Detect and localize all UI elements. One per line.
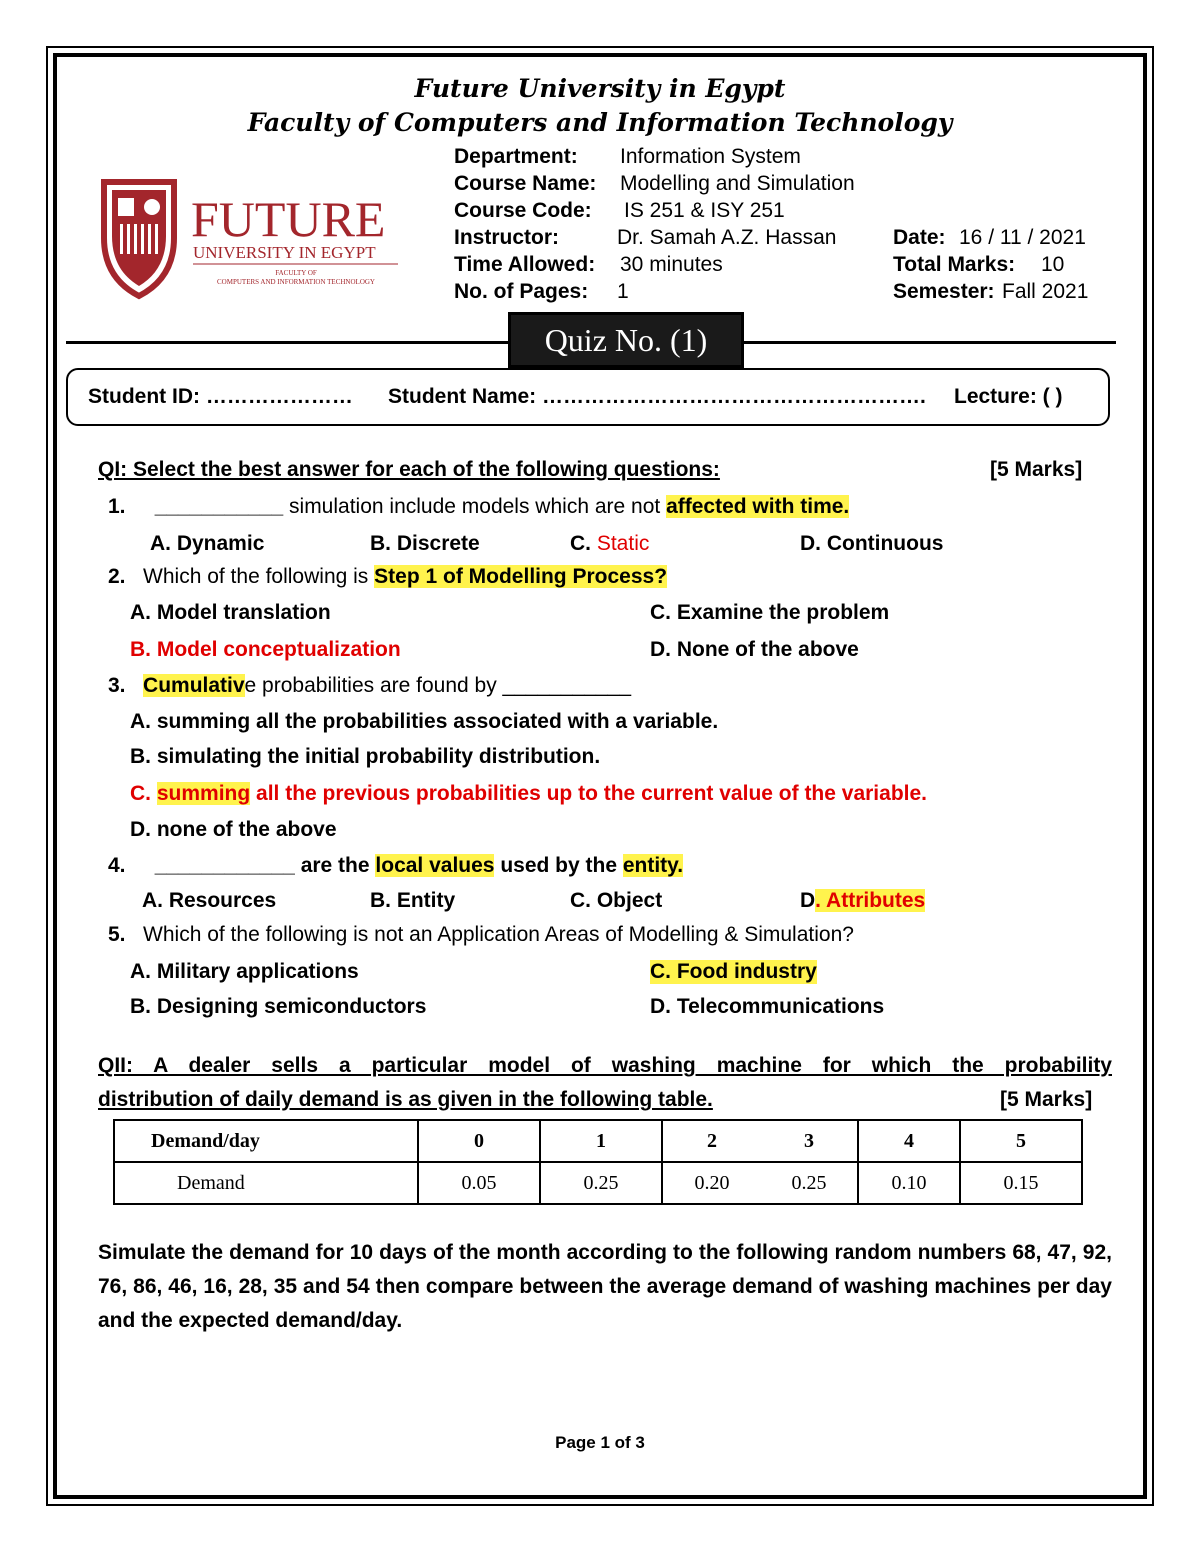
instructor-label: Instructor:	[454, 226, 559, 249]
table-cell: 0.20	[662, 1162, 761, 1204]
q4-option-a[interactable]: A. Resources	[142, 889, 277, 912]
q5-option-c[interactable]: C. Food industry	[650, 960, 817, 983]
lecture-field[interactable]: Lecture: ( )	[954, 385, 1063, 408]
q5-option-a[interactable]: A. Military applications	[130, 960, 359, 983]
table-header-cell: Demand/day	[114, 1120, 418, 1162]
q2-option-b[interactable]: B. Model conceptualization	[130, 638, 401, 661]
q2-instructions: Simulate the demand for 10 days of the month according to the following random numbers 68, 47, 92, 76, 86, 46, 16, 28, 35 and 54 then compare between the average demand of washing machines per day and the expected demand/day.	[98, 1241, 1112, 1332]
q2-heading-line1: QII: A dealer sells a particular model of washing machine for which the probability	[98, 1054, 1112, 1077]
page-number: Page 1 of 3	[555, 1433, 645, 1452]
table-cell: 0.05	[418, 1162, 540, 1204]
q1-option-c[interactable]: C. Static	[570, 532, 650, 555]
q3-option-a[interactable]: A. summing all the probabilities associated with a variable.	[130, 710, 719, 733]
semester-value: Fall 2021	[1002, 280, 1089, 303]
faculty-name: Faculty of Computers and Information Technology	[247, 108, 953, 137]
course-name-label: Course Name:	[454, 172, 597, 195]
q2-marks: [5 Marks]	[1000, 1088, 1093, 1111]
logo-sub-text: UNIVERSITY IN EGYPT	[193, 243, 376, 262]
table-header-cell: 2	[662, 1120, 761, 1162]
department-row: Department:	[454, 145, 578, 168]
table-header-cell: 3	[761, 1120, 858, 1162]
table-row	[114, 1120, 1082, 1162]
table-row	[114, 1162, 1082, 1204]
student-info-box	[66, 368, 1110, 426]
q3-option-d[interactable]: D. none of the above	[130, 818, 337, 841]
course-code-value: IS 251 & ISY 251	[624, 199, 785, 222]
q1-heading: QI: Select the best answer for each of the following questions:	[98, 458, 720, 481]
total-marks-value: 10	[1041, 253, 1065, 276]
question-1: 1. ___________ simulation include models which are not affected with time.	[108, 495, 850, 518]
q2-option-c[interactable]: C. Examine the problem	[650, 601, 890, 624]
logo-faculty-line1: FACULTY OF	[275, 269, 317, 277]
logo-main-text: FUTURE	[191, 191, 386, 247]
logo-faculty-line2: COMPUTERS AND INFORMATION TECHNOLOGY	[217, 278, 375, 286]
time-allowed-value: 30 minutes	[620, 253, 723, 276]
q5-option-d[interactable]: D. Telecommunications	[650, 995, 885, 1018]
course-code-label: Course Code:	[454, 199, 592, 222]
q5-option-b[interactable]: B. Designing semiconductors	[130, 995, 427, 1018]
pages-label: No. of Pages:	[454, 280, 589, 303]
table-header-cell: 1	[540, 1120, 662, 1162]
date-label: Date:	[893, 226, 946, 249]
question-2: 2. Which of the following is Step 1 of Modelling Process?	[108, 565, 668, 588]
table-header-cell: 5	[960, 1120, 1082, 1162]
question-3: 3. Cumulative probabilities are found by ___________	[108, 674, 632, 697]
q2-option-a[interactable]: A. Model translation	[130, 601, 331, 624]
table-cell: 0.15	[960, 1162, 1082, 1204]
table-cell: Demand	[114, 1162, 418, 1204]
university-logo	[96, 178, 406, 300]
university-name: Future University in Egypt	[414, 74, 786, 103]
q4-option-d[interactable]: D. Attributes	[800, 889, 926, 912]
question-4: 4. ____________ are the local values used by the entity.	[108, 854, 684, 877]
course-name-value: Modelling and Simulation	[620, 172, 855, 195]
student-name-field[interactable]: Student Name: ……………………………………………….	[388, 385, 926, 408]
q4-option-b[interactable]: B. Entity	[370, 889, 456, 912]
total-marks-label: Total Marks:	[893, 253, 1016, 276]
q3-option-b[interactable]: B. simulating the initial probability distribution.	[130, 745, 601, 768]
q2-heading-line2: distribution of daily demand is as given in the following table.	[98, 1088, 713, 1111]
q1-option-d[interactable]: D. Continuous	[800, 532, 944, 555]
q1-marks: [5 Marks]	[990, 458, 1083, 481]
q1-option-a[interactable]: A. Dynamic	[150, 532, 265, 555]
question-5: 5. Which of the following is not an Application Areas of Modelling & Simulation?	[108, 923, 854, 946]
date-value: 16 / 11 / 2021	[959, 226, 1086, 249]
table-cell: 0.10	[858, 1162, 960, 1204]
pages-value: 1	[617, 280, 629, 303]
table-cell: 0.25	[540, 1162, 662, 1204]
table-cell: 0.25	[761, 1162, 858, 1204]
department-value: Information System	[620, 145, 801, 168]
shield-icon	[104, 182, 174, 296]
student-id-field[interactable]: Student ID: …………………	[88, 385, 353, 408]
q2-option-d[interactable]: D. None of the above	[650, 638, 859, 661]
time-allowed-label: Time Allowed:	[454, 253, 596, 276]
semester-label: Semester:	[893, 280, 995, 303]
table-header-cell: 4	[858, 1120, 960, 1162]
q1-option-b[interactable]: B. Discrete	[370, 532, 480, 555]
quiz-title: Quiz No. (1)	[508, 312, 744, 368]
q3-option-c[interactable]: C. summing all the previous probabilities up to the current value of the variable.	[130, 782, 927, 805]
instructor-value: Dr. Samah A.Z. Hassan	[617, 226, 837, 249]
table-header-cell: 0	[418, 1120, 540, 1162]
demand-table	[113, 1119, 1083, 1205]
q4-option-c[interactable]: C. Object	[570, 889, 663, 912]
